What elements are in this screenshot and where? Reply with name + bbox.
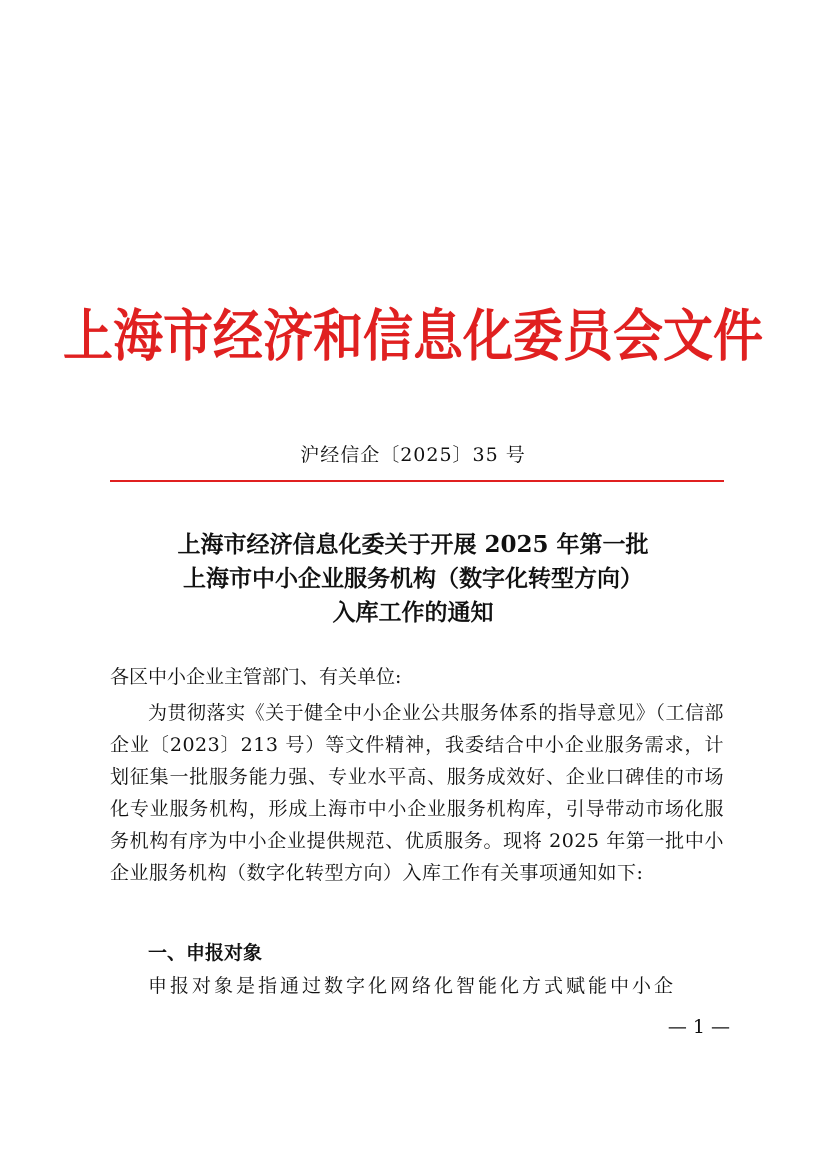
page-number: — 1 — (667, 1016, 730, 1038)
salutation: 各区中小企业主管部门、有关单位: (110, 666, 402, 688)
section-heading-1: 一、申报对象 (148, 942, 263, 964)
notice-title (0, 528, 826, 630)
title-line-1: 上海市经济信息化委关于开展 2025 年第一批 (177, 531, 649, 558)
masthead-title: 上海市经济和信息化委员会文件 (63, 302, 763, 369)
paragraph-intro: 为贯彻落实《关于健全中小企业公共服务体系的指导意见》（工信部企业〔2023〕213 号）等文件精神，我委结合中小企业服务需求，计划征集一批服务能力强、专业水平高、服务成效好、企业口碑佳的市场化专业服务机构，形成上海市中小企业服务机构库，引导带动市场化服务机构有序为中小企业提供规范、优质服务。现将 2025 年第一批中小企业服务机构（数字化转型方向）入库工作有关事项通知如下: (110, 702, 724, 884)
paragraph-section-1: 申报对象是指通过数字化网络化智能化方式赋能中小企 (148, 975, 677, 997)
red-divider-line (110, 480, 724, 482)
document-number: 沪经信企〔2025〕35 号 (300, 444, 526, 466)
title-line-3: 入库工作的通知 (332, 599, 494, 626)
title-line-2: 上海市中小企业服务机构（数字化转型方向） (183, 565, 643, 592)
